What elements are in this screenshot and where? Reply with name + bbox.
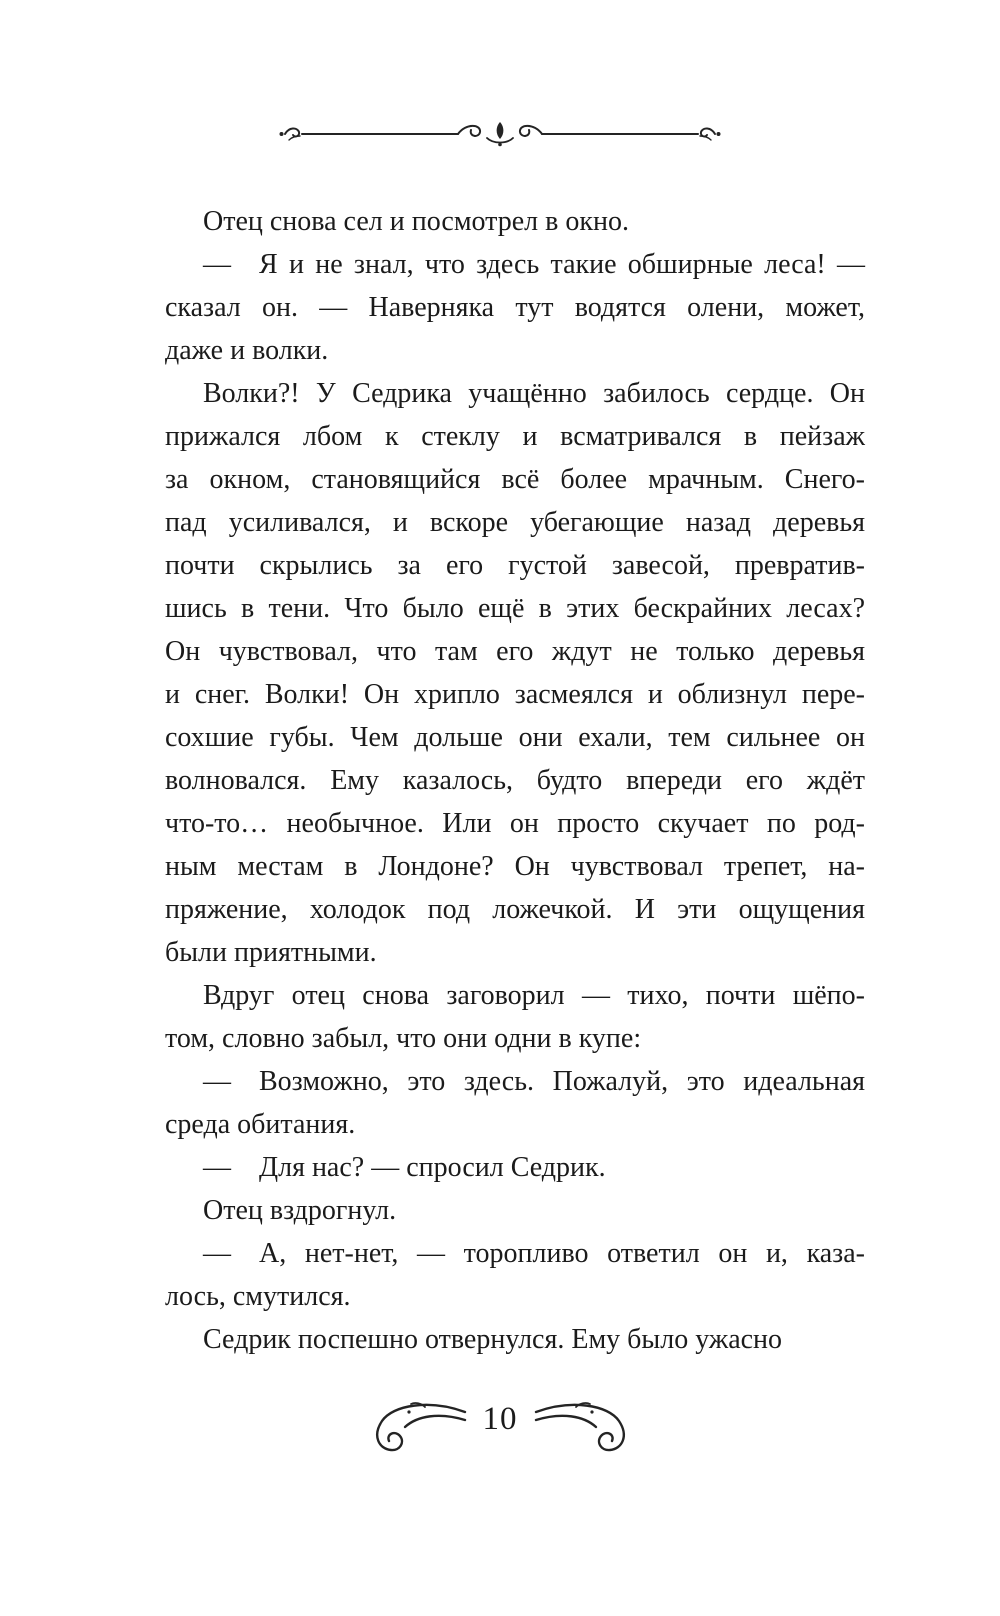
text-line: Вдруг отец снова заговорил — тихо, почти шёпо- [203, 980, 865, 1011]
paragraph [165, 372, 865, 974]
text-line: — А, нет-нет, — торопливо ответил он и, каза- [203, 1238, 865, 1269]
paragraph [165, 200, 865, 243]
text-line: что-то… необычное. Или он просто скучает по род- [165, 808, 865, 839]
text-line: Отец снова сел и посмотрел в окно. [203, 206, 629, 237]
paragraph [165, 1318, 865, 1361]
text-line: том, словно забыл, что они одни в купе: [165, 1023, 642, 1054]
footer-flourish-left-icon [367, 1396, 467, 1456]
text-line: прижался лбом к стеклу и всматривался в пейзаж [165, 421, 865, 452]
header-ornament-icon [275, 116, 725, 157]
text-line: сохшие губы. Чем дольше они ехали, тем сильнее он [165, 722, 865, 753]
paragraph [165, 1060, 865, 1146]
text-line: пряжение, холодок под ложечкой. И эти ощущения [165, 894, 865, 925]
text-line: почти скрылись за его густой завесой, превратив- [165, 550, 865, 581]
text-line: шись в тени. Что было ещё в этих бескрайних лесах? [165, 593, 865, 624]
text-line: даже и волки. [165, 335, 329, 366]
text-line: лось, смутился. [165, 1281, 351, 1312]
text-line: — Для нас? — спросил Седрик. [203, 1152, 606, 1183]
text-line: среда обитания. [165, 1109, 356, 1140]
text-line: Волки?! У Седрика учащённо забилось сердце. Он [203, 378, 865, 409]
text-line: Он чувствовал, что там его ждут не только деревья [165, 636, 865, 667]
text-line: были приятными. [165, 937, 377, 968]
paragraph [165, 243, 865, 372]
text-line: сказал он. — Наверняка тут водятся олени, может, [165, 292, 865, 323]
text-line: пад усиливался, и вскоре убегающие назад деревья [165, 507, 865, 538]
page-text [165, 200, 865, 1361]
text-line: ным местам в Лондоне? Он чувствовал трепет, на- [165, 851, 865, 882]
text-line: за окном, становящийся всё более мрачным. Снего- [165, 464, 865, 495]
text-line: Седрик поспешно отвернулся. Ему было ужасно [203, 1324, 783, 1355]
paragraph [165, 1189, 865, 1232]
paragraph [165, 1232, 865, 1318]
text-line: волновался. Ему казалось, будто впереди его ждёт [165, 765, 865, 796]
footer-flourish-right-icon [534, 1396, 634, 1456]
paragraph [165, 1146, 865, 1189]
text-line: — Возможно, это здесь. Пожалуй, это идеальная [203, 1066, 865, 1097]
page-footer [0, 1396, 1000, 1456]
page-number: 10 [482, 1400, 518, 1437]
paragraph [165, 974, 865, 1060]
text-line: Отец вздрогнул. [203, 1195, 397, 1226]
text-line: и снег. Волки! Он хрипло засмеялся и облизнул пере- [165, 679, 865, 710]
text-line: — Я и не знал, что здесь такие обширные леса! — [203, 249, 865, 280]
